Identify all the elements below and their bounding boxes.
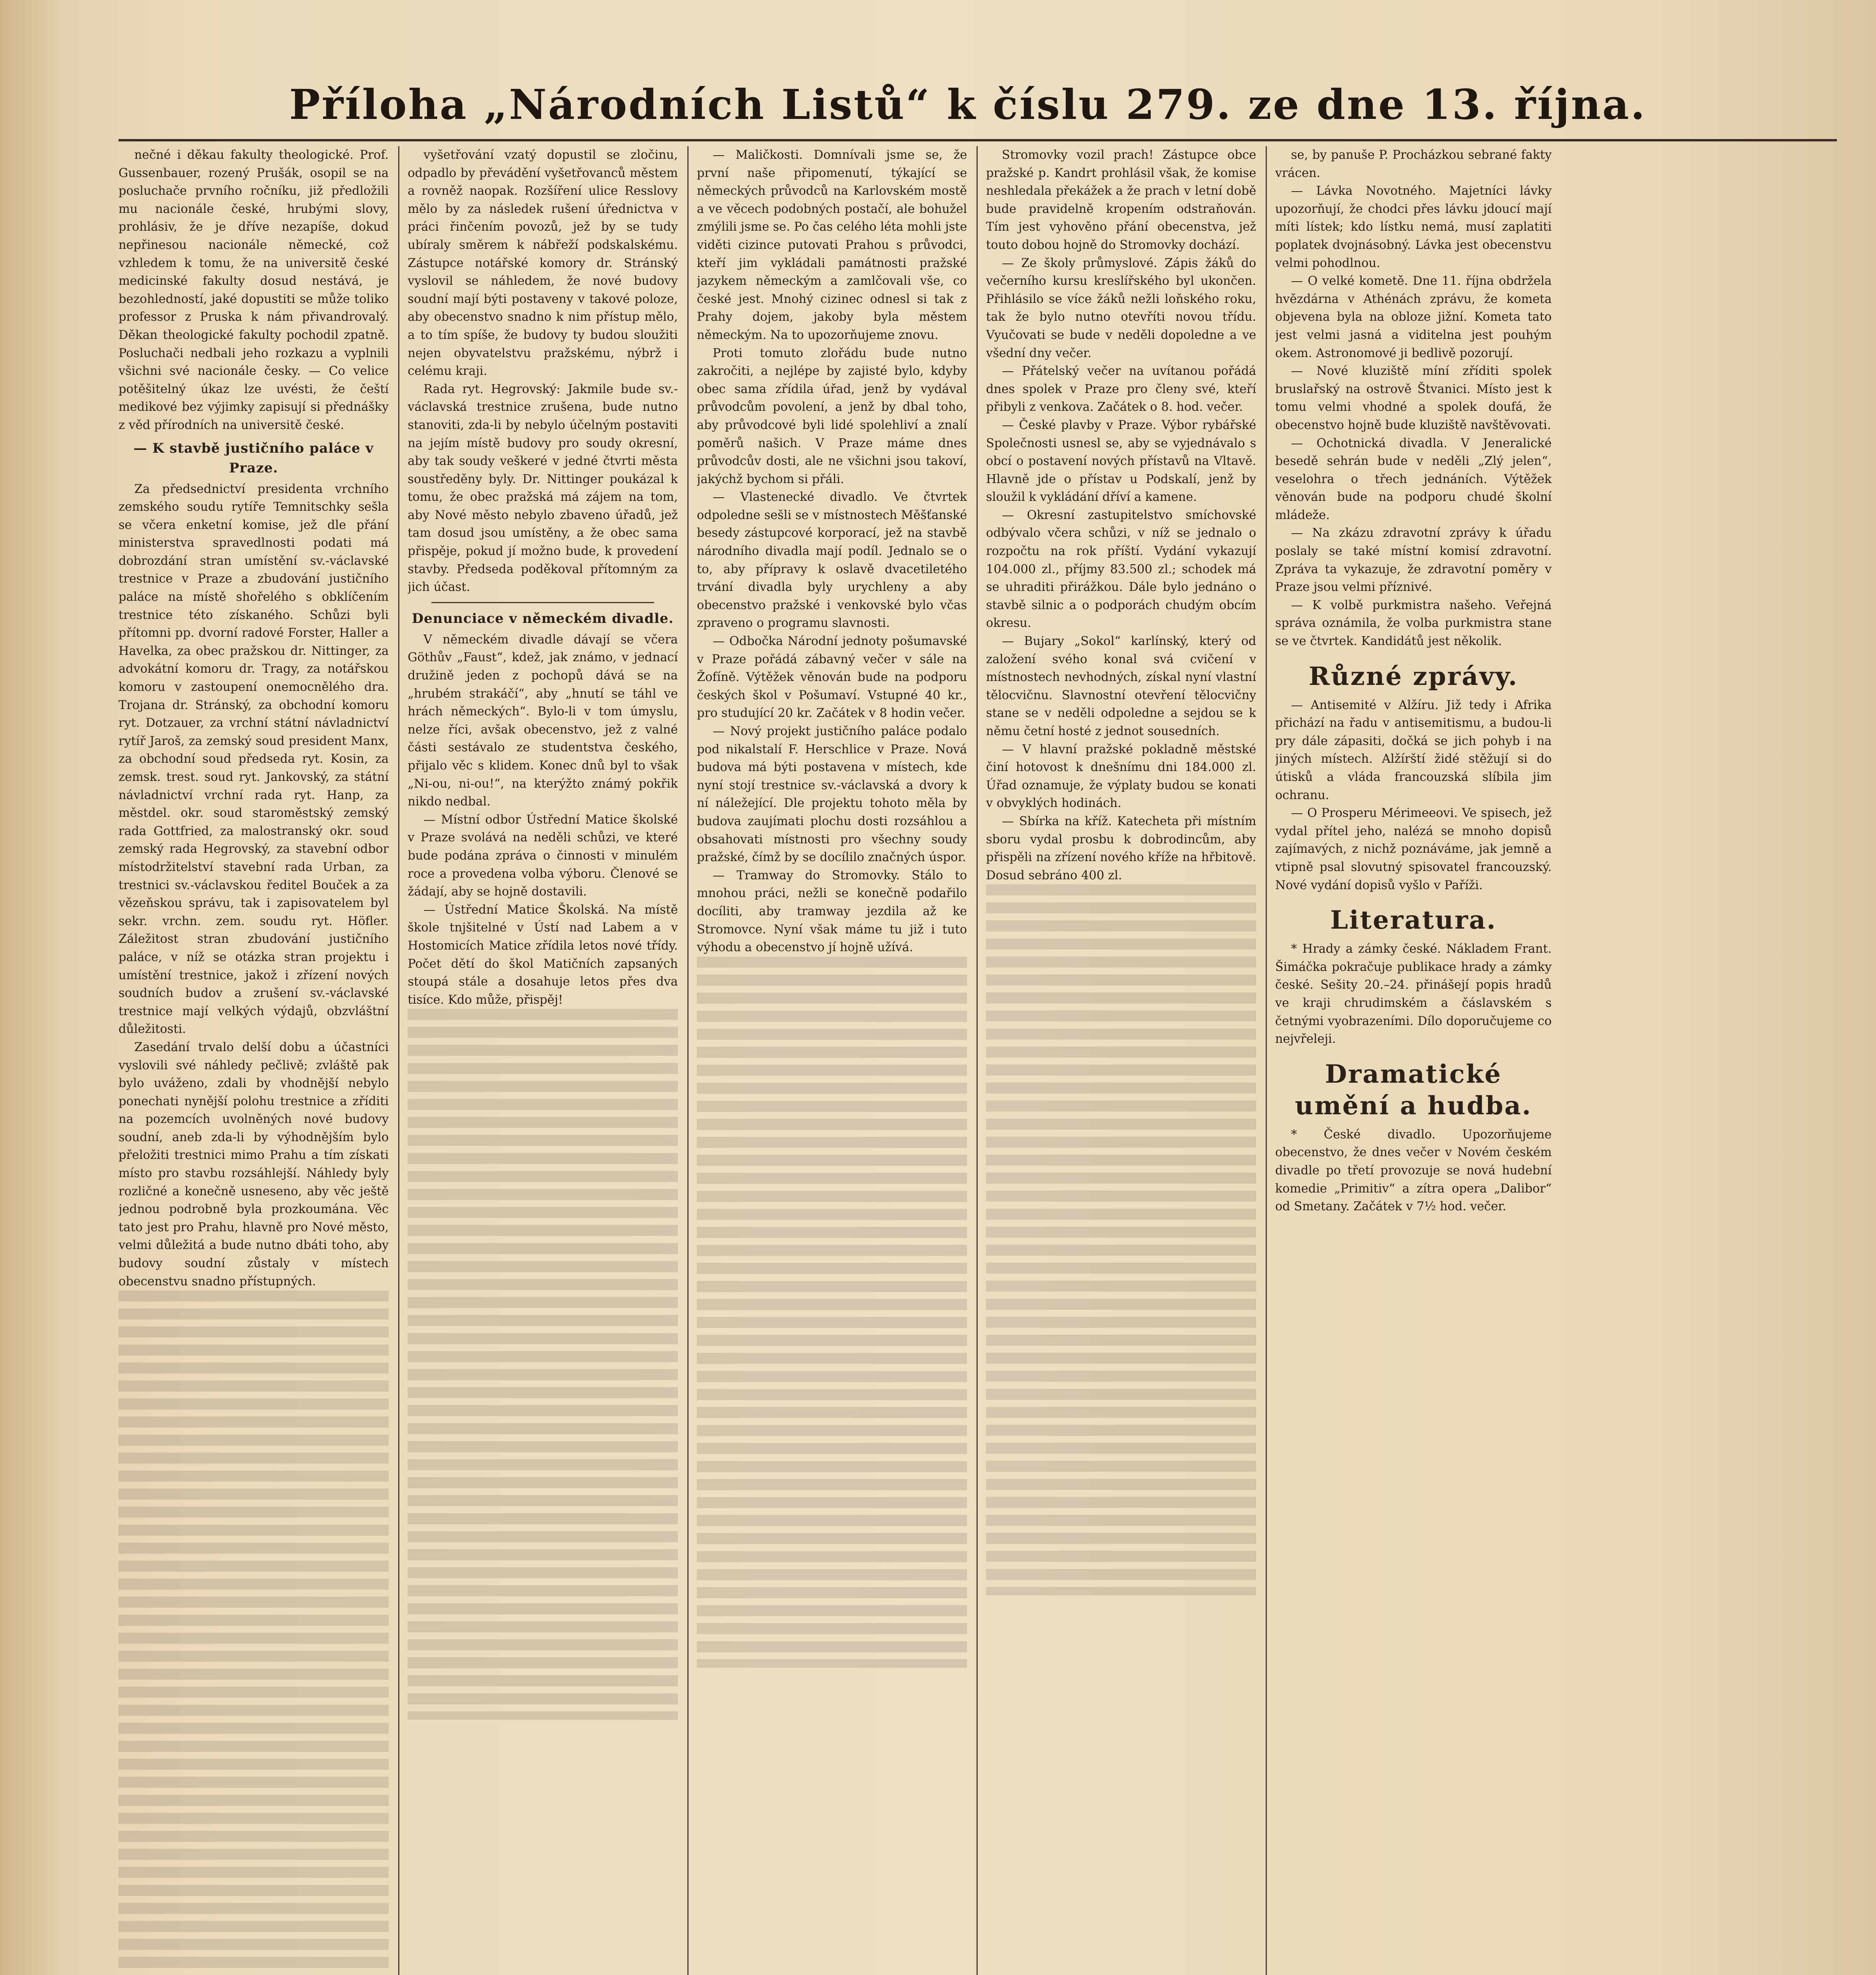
column-continuation — [697, 957, 967, 1668]
column-continuation — [986, 884, 1256, 1595]
column-content — [119, 146, 389, 1290]
article-paragraph: — Sbírka na kříž. Katecheta při místním sboru vydal prosbu k dobrodincům, aby přispěli na zřízení nového kříže na hřbitově. Dosud sebráno 400 zl. — [986, 814, 1256, 882]
article-paragraph: — Maličkosti. Domnívali jsme se, že první naše připomenutí, týkající se německých průvodců na Karlovském mostě a ve věcech podobných postačí, ale bohužel zmýlili jsme se. Po čas celého léta mohli jste viděti cizince putovati Prahou s průvodci, kteří jim vykládali památnosti pražské jazykem německým a zamlčovali vše, co české jest. Mnohý cizinec odnesl si tak z Prahy dojem, jakoby byla městem německým. Na to upozorňujeme znovu. — [697, 148, 967, 342]
article-paragraph: Zasedání trvalo delší dobu a účastníci vyslovili své náhledy pečlivě; zvláště pak bylo uváženo, zdali by vhodnější nebylo ponechati nynější polohu trestnice a zříditi na pozemcích uvolněných nové budovy soudní, aneb zda-li by výhodnějším bylo přeložiti trestnici mimo Prahu a tím získati místo pro stavbu rozsáhlejší. Náhledy byly rozličné a konečně usneseno, aby věc ještě jednou podrobně byla prozkoumána. Věc tato jest pro Prahu, hlavně pro Nové město, velmi důležitá a bude nutno dbáti toho, aby budovy soudní zůstaly v místech obecenstvu snadno přístupných. — [119, 1040, 389, 1288]
article-paragraph: — Ochotnická divadla. V Jeneralické besedě sehrán bude v neděli „Zlý jelen“, veselohra o třech jednáních. Výtěžek věnován bude na podporu chudé školní mládeže. — [1275, 436, 1552, 522]
article-paragraph: Proti tomuto zlořádu bude nutno zakročiti, a nejlépe by zajisté bylo, kdyby obec sama zřídila úřad, jenž by vydával průvodcům povolení, a jenž by dbal toho, aby průvodcové byli lidé spolehliví a znalí poměrů našich. V Praze máme dnes průvodcův dosti, ale ne všichni jsou takoví, jakýchž bychom si přáli. — [697, 346, 967, 486]
article-paragraph: Rada ryt. Hegrovský: Jakmile bude sv.-václavská trestnice zrušena, bude nutno stanoviti, zda-li by nebylo účelným postaviti na jejím místě budovy pro soudy okresní, aby tak soudy veškeré v jedné čtvrti města soustředěny byly. Dr. Nittinger poukázal k tomu, že obec pražská má zájem na tom, aby Nové město nebylo zbaveno úřadů, jež tam dosud jsou umístěny, a že obec sama přispěje, pokud jí možno bude, k provedení stavby. Předseda poděkoval přítomným za jich účast. — [408, 382, 678, 594]
column-1 — [119, 146, 389, 1975]
supplement-masthead — [119, 71, 1817, 138]
article-paragraph: — Bujary „Sokol“ karlínský, který od založení svého konal svá cvičení v místnostech nevhodných, získal nyní vlastní tělocvičnu. Slavnostní otevření tělocvičny stane se v neděli odpoledne a sejdou se k němu četní hosté z jednot sousedních. — [986, 634, 1256, 738]
column-4 — [986, 146, 1256, 1975]
article-paragraph: * Hrady a zámky české. Nákladem Frant. Šimáčka pokračuje publikace hrady a zámky české. Sešity 20.–24. přinášejí popis hradů ve kraji chrudimském a čáslavském s četnými vyobrazeními. Dílo doporučujeme co nejvřeleji. — [1275, 942, 1552, 1046]
article-paragraph: * České divadlo. Upozorňujeme obecenstvo, že dnes večer v Novém českém divadle po třetí provozuje se nová hudební komedie „Primitiv“ a zítra opera „Dalibor“ od Smetany. Začátek v 7½ hod. večer. — [1275, 1127, 1552, 1214]
column-content — [697, 146, 967, 957]
article-paragraph: — V hlavní pražské pokladně městské činí hotovost k dnešnímu dni 184.000 zl. Úřad oznamuje, že výplaty budou se konati v obvyklých hodinách. — [986, 742, 1256, 811]
masthead-rule — [119, 139, 1837, 141]
supplement-title: Příloha „Národních Listů“ k číslu 279. ze dne 13. října. — [289, 80, 1646, 129]
article-paragraph: — Nový projekt justičního paláce podalo pod nikalstalí F. Herschlice v Praze. Nová budova má býti postavena v místech, kde nyní stojí trestnice sv.-václavská a dvory k ní náležející. Dle projektu tohoto měla by budova zaujímati plochu dosti rozsáhlou a obsahovati místnosti pro všechny soudy pražské, čímž by se docílilo značných úspor. — [697, 724, 967, 865]
article-paragraph: — Okresní zastupitelstvo smíchovské odbývalo včera schůzi, v níž se jednalo o rozpočtu na rok příští. Vydání vykazují 104.000 zl., příjmy 83.500 zl.; schodek má se uhraditi přirážkou. Dále bylo jednáno o stavbě silnic a o podporách chudým obcím okresu. — [986, 508, 1256, 630]
article-paragraph: — Na zkázu zdravotní zprávy k úřadu poslaly se také místní komisí zdravotní. Zpráva ta vykazuje, že zdravotní poměry v Praze jsou velmi příznivé. — [1275, 526, 1552, 594]
article-paragraph: — O Prosperu Mérimeeovi. Ve spisech, jež vydal přítel jeho, nalézá se mnoho dopisů zajímavých, z nichž poznáváme, jak jemně a vtipně psal slovutný spisovatel francouzský. Nové vydání dopisů vyšlo v Paříži. — [1275, 806, 1552, 892]
article-paragraph: — Přátelský večer na uvítanou pořádá dnes spolek v Praze pro členy své, kteří přibyli z venkova. Začátek o 8. hod. večer. — [986, 364, 1256, 414]
article-paragraph: V německém divadle dávají se včera Göthův „Faust“, kdež, jak známo, v jednací družině jeden z pochopů dává se na „hrubém strakáčí“, aby „hnutí se táhl ve hrách německých“. Bylo-li v tom úmyslu, nelze říci, avšak obecenstvo, jež z valné části sestávalo ze studentstva českého, přijalo věc s klidem. Konec dnů byl to však „Ni-ou, ni-ou!“, na kterýžto známý pokřik nikdo nedbal. — [408, 632, 678, 809]
section-heading: Literatura. — [1330, 905, 1497, 935]
article-paragraph: — Vlastenecké divadlo. Ve čtvrtek odpoledne sešli se v místnostech Měšťanské besedy zástupcové korporací, jež na stavbě národního divadla mají podíl. Jednalo se o to, aby přípravy k oslavě dvacetiletého trvání divadla byly urychleny a aby obecenstvo pražské i venkovské bylo včas zpraveno o programu slavnosti. — [697, 490, 967, 630]
section-heading: Denunciace v německém divadle. — [412, 610, 674, 626]
column-continuation — [119, 1290, 389, 1975]
article-paragraph: Za předsednictví presidenta vrchního zemského soudu rytíře Temnitschky sešla se včera enketní komise, jež dle přání ministerstva spravedlnosti podati má dobrozdání stran umístění sv.-václavské trestnice v Praze a zbudování justičního paláce na místě shořelého s obklíčením trestnice této získaného. Schůzi byli přítomni pp. dvorní radové Forster, Haller a Havelka, za obec pražskou dr. Nittinger, za advokátní komoru dr. Tragy, za notářskou komoru v zastoupení onemocnělého dra. Trojana dr. Stránský, za obchodní komoru ryt. Dotzauer, za vrchní státní návladnictví rytíř Jaroš, za zemský soud president Manx, za obchodní soud předseda ryt. Kosin, za zemsk. trest. soud ryt. Jankovský, za státní návladnictví vrchní rada ryt. Hanp, za městdel. okr. soud staroměstský zemský rada Gottfried, za malostranský okr. soud zemský rada Hegrovský, za stavební odbor místodržitelství stavební rada Urban, za trestnici sv.-václavskou ředitel Bouček a za vězeňskou správu, tak i zapisovatelem byl sekr. vrchn. zem. soudu ryt. Höfler. Záležitost stran zbudování justičního paláce, v níž se otázka stran projektu i umístění trestnice, jakož i zřízení nových soudních budov a zrušení sv.-václavské trestnice mají velkých výdajů, obzvláštní důležitosti. — [119, 482, 389, 1036]
column-3 — [697, 146, 967, 1975]
section-divider — [431, 602, 654, 603]
page-fold-shadow — [0, 0, 59, 1975]
article-paragraph: nečné i děkau fakulty theologické. Prof. Gussenbauer, rozený Prušák, osopil se na posluchače prvního ročníku, již předložili mu nacionále české, hrubými slovy, prohlásiv, že je dříve nezapíše, dokud nepřinesou nacionále německé, což vzhledem k tomu, že na universitě české medicinské fakulty dosud nestává, je bezohledností, jaké dopustiti se může toliko professor z Pruska k nám přivandrovalý. Děkan theologické fakulty pochodil zpatně. Posluchači nedbali jeho rozkazu a vyplnili všichni své nacionále česky. — Co velice potěšitelný úkaz lze uvésti, že čeští medikové bez výjimky zapisují si přednášky z věd přírodních na universitě české. — [119, 148, 389, 432]
section-heading: — K stavbě justičního paláce v Praze. — [133, 440, 374, 476]
section-heading: Různé zprávy. — [1308, 661, 1518, 691]
article-paragraph: — Ze školy průmyslové. Zápis žáků do večerního kursu kreslířského byl ukončen. Přihlásilo se více žáků nežli loňského roku, tak že bylo nutno otevříti novou třídu. Vyučovati se bude v neděli dopoledne a ve všední dny večer. — [986, 256, 1256, 360]
column-continuation — [408, 1009, 678, 1720]
article-paragraph: — O velké kometě. Dne 11. října obdržela hvězdárna v Athénách zprávu, že kometa objevena byla na obloze jižní. Kometa tato jest velmi jasná a viditelna jest pouhým okem. Astronomové ji bedlivě pozorují. — [1275, 274, 1552, 360]
column-2 — [408, 146, 678, 1975]
column-5 — [1275, 146, 1552, 1975]
text-columns — [119, 146, 1837, 1975]
article-paragraph: — Nové kluziště míní zříditi spolek bruslařský na ostrově Štvanici. Místo jest k tomu velmi vhodné a spolek doufá, že obecenstvo hojně bude kluziště navštěvovati. — [1275, 364, 1552, 432]
article-paragraph: — Ústřední Matice Školská. Na místě škole tnjšitelné v Ústí nad Labem a v Hostomicích Matice zřídila letos nové třídy. Počet dětí do škol Matičních zapsaných stoupá stále a dosahuje letos přes dva tisíce. Kdo může, přispěj! — [408, 903, 678, 1007]
column-divider — [1266, 146, 1267, 1975]
column-content — [1275, 146, 1552, 1216]
column-divider — [977, 146, 978, 1975]
column-content — [986, 146, 1256, 884]
article-paragraph: — Tramway do Stromovky. Stálo to mnohou práci, nežli se konečně podařilo docíliti, aby tramway jezdila až ke Stromovce. Nyní však máme tu již i tuto výhodu a obecenstvo jí hojně užívá. — [697, 868, 967, 955]
column-content — [408, 146, 678, 1009]
article-paragraph: Stromovky vozil prach! Zástupce obce pražské p. Kandrt prohlásil však, že komise neshledala překážek a že prach v letní době bude pravidelně kropením odstraňován. Tím jest vyhověno přání obecenstva, jež touto dobou hojně do Stromovky dochází. — [986, 148, 1256, 252]
article-paragraph: — Antisemité v Alžíru. Již tedy i Afrika přichází na řadu v antisemitismu, a budou-li pry dále zápasiti, dočká se jich pohyb i na jiných místech. Alžírští židé stěžují si do útisků a vláda francouzská slíbila jim ochranu. — [1275, 698, 1552, 802]
article-paragraph: — Odbočka Národní jednoty pošumavské v Praze pořádá zábavný večer v sále na Žofíně. Výtěžek věnován bude na podporu českých škol v Pošumaví. Vstupné 40 kr., pro studující 20 kr. Začátek v 8 hodin večer. — [697, 634, 967, 720]
article-paragraph: — České plavby v Praze. Výbor rybářské Společnosti usnesl se, aby se vyjednávalo s obcí o postavení nových přístavů na Vltavě. Hlavně jde o přístav u Podskalí, jenž by sloužil k vykládání dříví a kamene. — [986, 418, 1256, 504]
article-paragraph: — K volbě purkmistra našeho. Veřejná správa oznámila, že volba purkmistra stane se ve čtvrtek. Kandidátů jest několik. — [1275, 598, 1552, 649]
column-divider — [398, 146, 399, 1975]
article-paragraph: — Lávka Novotného. Majetníci lávky upozorňují, že chodci přes lávku jdoucí mají míti lístek; kdo lístku nemá, musí zaplatiti poplatek dvojnásobný. Lávka jest obecenstvu velmi pohodlnou. — [1275, 184, 1552, 270]
article-paragraph: se, by panuše P. Procházkou sebrané fakty vrácen. — [1275, 148, 1552, 180]
article-paragraph: vyšetřování vzatý dopustil se zločinu, odpadlo by převádění vyšetřovanců městem a rovněž naopak. Rozšíření ulice Resslovy mělo by za následek rušení úřednictva v práci řinčením povozů, jež by se tudy ubíraly směrem k nábřeží podskalskému. Zástupce notářské komory dr. Stránský vyslovil se náhledem, že nové budovy soudní mají býti postaveny v takové poloze, aby obecenstvo snadno k nim přístup mělo, a to tím spíše, že budovy ty budou sloužiti nejen obyvatelstvu pražskému, nýbrž i celému kraji. — [408, 148, 678, 378]
column-divider — [687, 146, 689, 1975]
section-heading: Dramatické umění a hudba. — [1295, 1059, 1532, 1121]
article-paragraph: — Místní odbor Ústřední Matice školské v Praze svolává na neděli schůzi, ve které bude podána zpráva o činnosti v minulém roce a provedena volba výboru. Členové se žádají, aby se hojně dostavili. — [408, 813, 678, 899]
